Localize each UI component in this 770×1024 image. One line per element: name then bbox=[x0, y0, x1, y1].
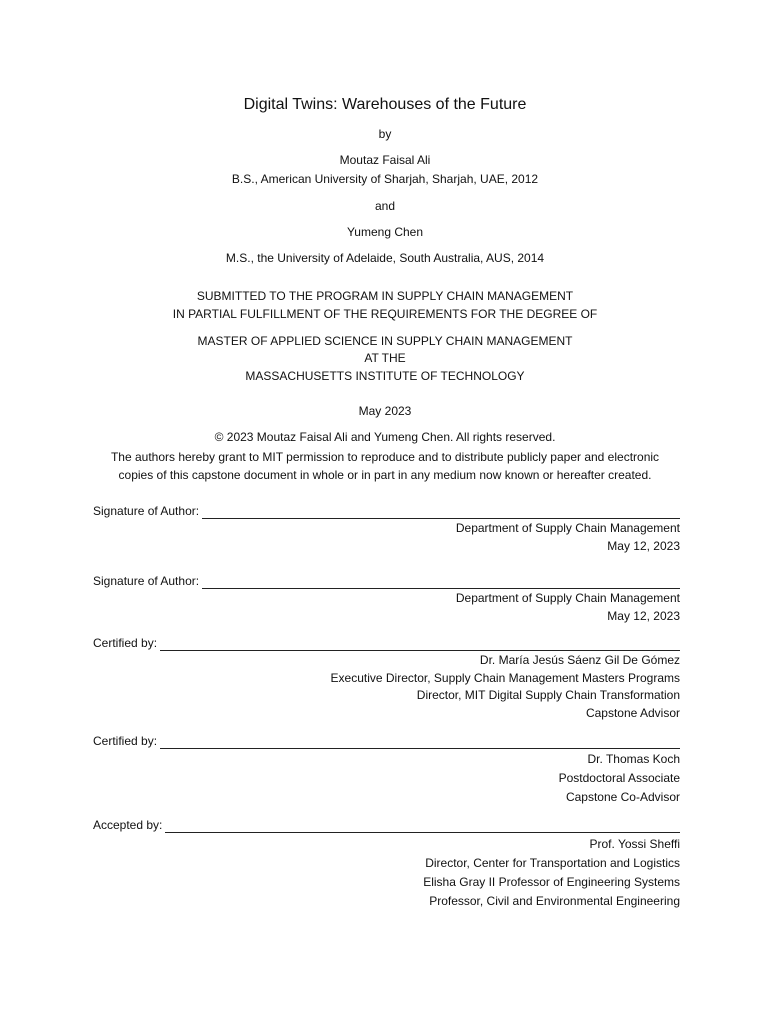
certified-by-1-row bbox=[93, 635, 680, 651]
author1-name: Moutaz Faisal Ali bbox=[339, 153, 431, 167]
accepted-by-line bbox=[165, 820, 680, 833]
submission-line-3: MASTER OF APPLIED SCIENCE IN SUPPLY CHAIN MANAGEMENT bbox=[197, 334, 573, 348]
by-text: by bbox=[378, 127, 392, 141]
certified-by-1-line bbox=[160, 638, 680, 651]
signature-author-2-line bbox=[202, 576, 680, 589]
co-advisor-role: Capstone Co-Advisor bbox=[565, 790, 680, 804]
certified-by-1-label: Certified by: bbox=[93, 636, 158, 650]
acceptor-title-3: Professor, Civil and Environmental Engineering bbox=[429, 894, 680, 908]
certified-by-2-label: Certified by: bbox=[93, 734, 158, 748]
co-advisor-title: Postdoctoral Associate bbox=[558, 771, 680, 785]
copyright-line-2: The authors hereby grant to MIT permission to reproduce and to distribute publicly paper and electronic bbox=[110, 450, 660, 464]
advisor-title-1: Executive Director, Supply Chain Management Masters Programs bbox=[330, 671, 680, 685]
signature-author-2-label: Signature of Author: bbox=[93, 574, 200, 588]
advisor-title-2: Director, MIT Digital Supply Chain Transformation bbox=[416, 688, 680, 702]
and-text: and bbox=[374, 199, 396, 213]
author2-degree: M.S., the University of Adelaide, South Australia, AUS, 2014 bbox=[225, 251, 545, 265]
co-advisor-name: Dr. Thomas Koch bbox=[587, 752, 680, 766]
document-title: Digital Twins: Warehouses of the Future bbox=[243, 96, 527, 113]
certified-by-2-line bbox=[160, 736, 680, 749]
certified-by-2-row bbox=[93, 733, 680, 749]
signature-author-2-row bbox=[93, 573, 680, 589]
acceptor-title-1: Director, Center for Transportation and Logistics bbox=[425, 856, 680, 870]
signature-author-2-date: May 12, 2023 bbox=[607, 609, 680, 623]
signature-author-1-row bbox=[93, 503, 680, 519]
signature-author-1-date: May 12, 2023 bbox=[607, 539, 680, 553]
author1-degree: B.S., American University of Sharjah, Sharjah, UAE, 2012 bbox=[231, 172, 539, 186]
acceptor-title-2: Elisha Gray II Professor of Engineering Systems bbox=[423, 875, 680, 889]
submission-date: May 2023 bbox=[358, 404, 412, 418]
signature-author-1-line bbox=[202, 506, 680, 519]
acceptor-name: Prof. Yossi Sheffi bbox=[589, 837, 680, 851]
author2-name: Yumeng Chen bbox=[346, 225, 424, 239]
signature-author-1-label: Signature of Author: bbox=[93, 504, 200, 518]
signature-author-2-department: Department of Supply Chain Management bbox=[455, 591, 680, 605]
advisor-name: Dr. María Jesús Sáenz Gil De Gómez bbox=[479, 653, 680, 667]
submission-line-5: MASSACHUSETTS INSTITUTE OF TECHNOLOGY bbox=[245, 369, 525, 383]
accepted-by-row bbox=[93, 817, 680, 833]
copyright-line-3: copies of this capstone document in whole or in part in any medium now known or hereafter created. bbox=[118, 468, 652, 482]
submission-line-1: SUBMITTED TO THE PROGRAM IN SUPPLY CHAIN MANAGEMENT bbox=[196, 289, 574, 303]
submission-line-2: IN PARTIAL FULFILLMENT OF THE REQUIREMENTS FOR THE DEGREE OF bbox=[172, 307, 598, 321]
advisor-role: Capstone Advisor bbox=[585, 706, 680, 720]
submission-line-4: AT THE bbox=[364, 351, 406, 365]
copyright-line-1: © 2023 Moutaz Faisal Ali and Yumeng Chen. All rights reserved. bbox=[214, 430, 556, 444]
accepted-by-label: Accepted by: bbox=[93, 818, 163, 832]
signature-author-1-department: Department of Supply Chain Management bbox=[455, 521, 680, 535]
